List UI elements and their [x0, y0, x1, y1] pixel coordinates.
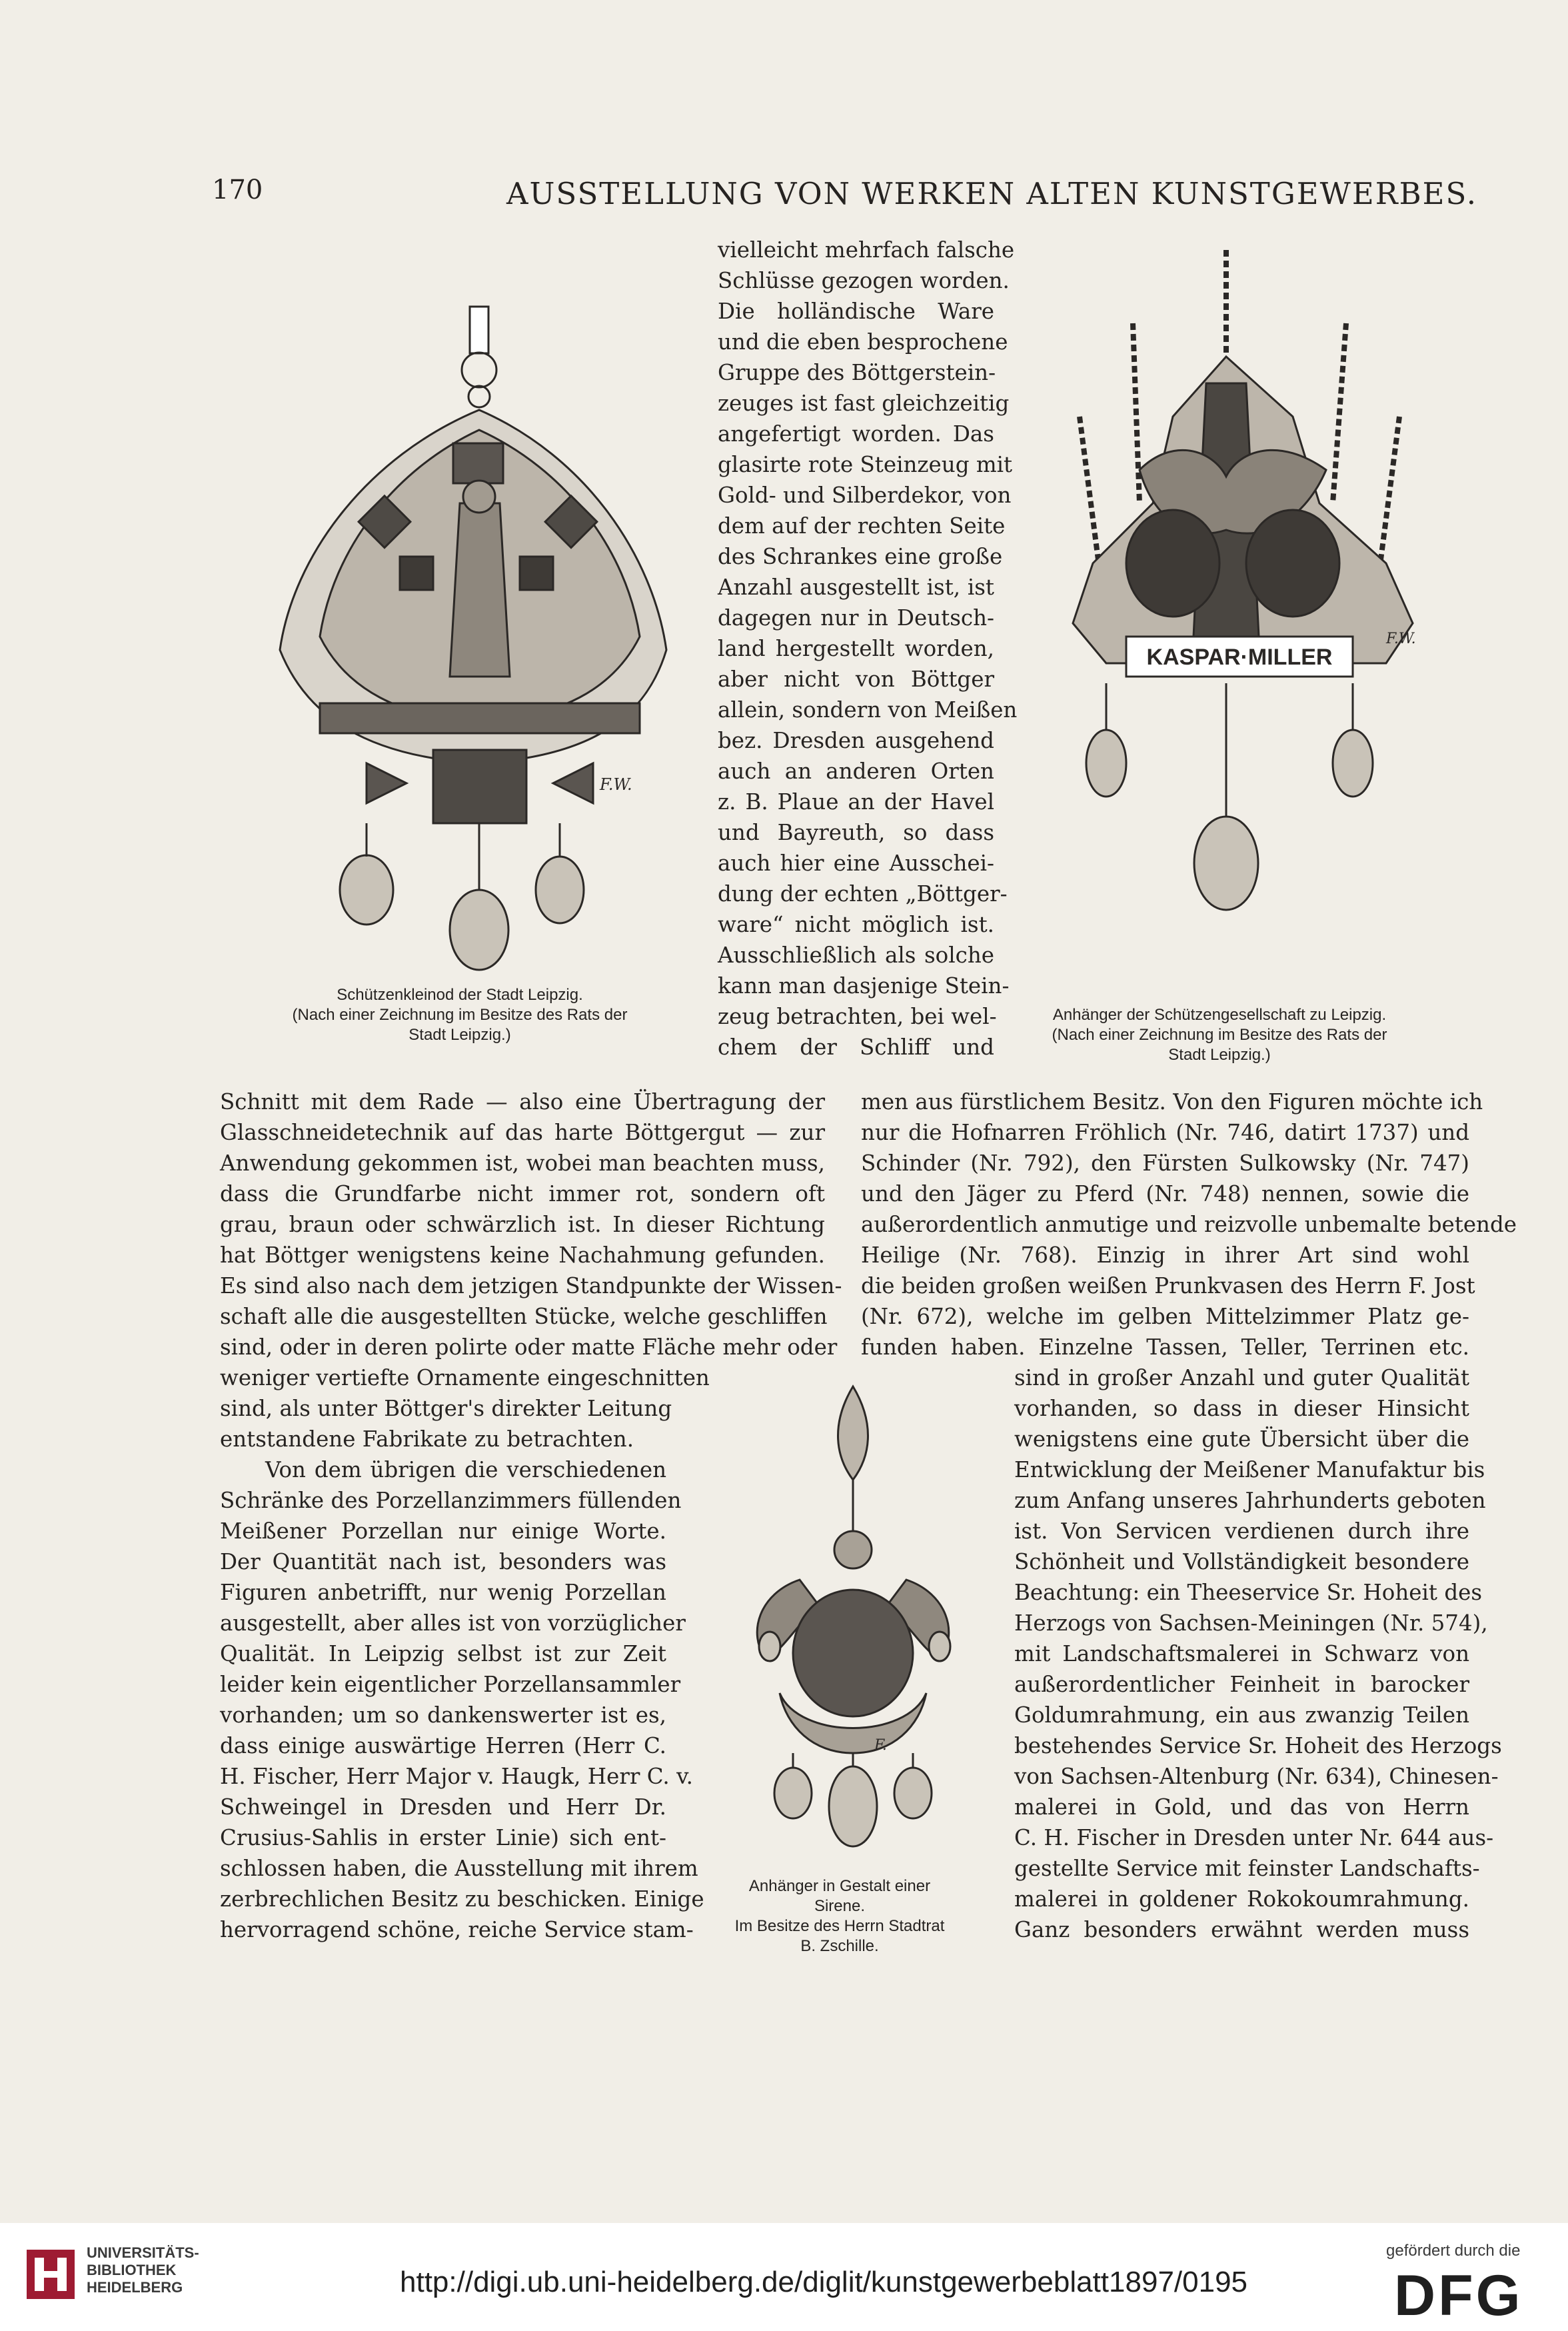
text-line: Von dem übrigen die verschiedenen — [265, 1457, 666, 1482]
text-line: schlossen haben, die Ausstellung mit ihrem — [220, 1856, 698, 1881]
text-line: Ganz besonders erwähnt werden muss — [1014, 1917, 1469, 1942]
text-line: Crusius-Sahlis in erster Linie) sich ent- — [220, 1825, 666, 1850]
running-head: AUSSTELLUNG VON WERKEN ALTEN KUNSTGEWERBES. — [506, 176, 1478, 211]
text-line: Meißener Porzellan nur einige Worte. — [220, 1518, 666, 1544]
text-line: gestellte Service mit feinster Landschafts- — [1014, 1856, 1480, 1881]
text-line: dagegen nur in Deutsch- — [718, 605, 994, 631]
text-line: Schnitt mit dem Rade — also eine Übertragung der — [220, 1089, 825, 1115]
text-line: zeug betrachten, bei wel- — [718, 1004, 997, 1029]
text-line: Gold- und Silberdekor, von — [718, 483, 1012, 508]
text-line: die beiden großen weißen Prunkvasen des Herrn F. Jost — [861, 1273, 1475, 1298]
text-line: sind in großer Anzahl und guter Qualität — [1014, 1365, 1469, 1390]
text-line: Schweingel in Dresden und Herr Dr. — [220, 1794, 666, 1820]
text-line: leider kein eigentlicher Porzellansammler — [220, 1672, 681, 1697]
illustration-anhaenger-schuetzengesellschaft — [1040, 250, 1439, 997]
text-line: C. H. Fischer in Dresden unter Nr. 644 aus- — [1014, 1825, 1494, 1850]
text-line: Schlüsse gezogen worden. — [718, 268, 1010, 293]
library-name — [87, 2244, 199, 2296]
text-line: Der Quantität nach ist, besonders was — [220, 1549, 666, 1574]
caption-left — [247, 985, 673, 1045]
left-monogram: F.W. — [600, 775, 632, 794]
text-line: wenigstens eine gute Übersicht über die — [1014, 1426, 1469, 1452]
illustration-schuetzenkleinod — [267, 303, 673, 977]
text-column-left-full — [220, 1087, 842, 1362]
illustration-sirene-pendant — [720, 1380, 1000, 1873]
funded-by-label: gefördert durch die — [1386, 2242, 1521, 2260]
caption-middle-note-end: B. Zschille. — [800, 1937, 879, 1955]
text-line: Goldumrahmung, ein aus zwanzig Teilen — [1014, 1702, 1469, 1728]
text-line: hat Böttger wenigstens keine Nachahmung gefunden. — [220, 1242, 825, 1268]
text-line: allein, sondern von Meißen — [718, 697, 1018, 723]
text-line: auch an anderen Orten — [718, 759, 994, 784]
text-line: zeuges ist fast gleichzeitig — [718, 391, 1010, 416]
text-line: bez. Dresden ausgehend — [718, 728, 994, 753]
caption-right-title: Anhänger der Schützengesellschaft zu Leipzig. — [1052, 1006, 1387, 1024]
text-line: sind, als unter Böttger's direkter Leitung — [220, 1396, 672, 1421]
caption-right-note-end: Stadt Leipzig.) — [1168, 1046, 1271, 1064]
text-line: des Schrankes eine große — [718, 544, 1003, 569]
text-line: ausgestellt, aber alles ist von vorzüglicher — [220, 1610, 686, 1636]
text-line: Die holländische Ware — [718, 299, 994, 324]
text-line: funden haben. Einzelne Tassen, Teller, Terrinen etc. — [861, 1334, 1469, 1360]
text-line: Entwicklung der Meißener Manufaktur bis — [1014, 1457, 1485, 1482]
text-line: (Nr. 672), welche im gelben Mittelzimmer Platz ge- — [861, 1304, 1469, 1329]
text-line: schaft alle die ausgestellten Stücke, welche geschliffen — [220, 1304, 828, 1329]
text-line: kann man dasjenige Stein- — [718, 973, 1010, 999]
text-line: malerei in goldener Rokokoumrahmung. — [1014, 1886, 1469, 1912]
text-line: bestehendes Service Sr. Hoheit des Herzogs — [1014, 1733, 1502, 1758]
text-line: ware“ nicht möglich ist. — [718, 912, 994, 937]
text-line: Schönheit und Vollständigkeit besondere — [1014, 1549, 1469, 1574]
text-line: glasirte rote Steinzeug mit — [718, 452, 1013, 477]
caption-left-note: (Nach einer Zeichnung im Besitze des Rats der — [292, 1006, 628, 1024]
text-line: sind, oder in deren polirte oder matte Fläche mehr oder — [220, 1334, 838, 1360]
text-line: mit Landschaftsmalerei in Schwarz von — [1014, 1641, 1469, 1666]
text-line: grau, braun oder schwärzlich ist. In dieser Richtung — [220, 1212, 825, 1237]
text-line: chem der Schliff und — [718, 1035, 994, 1060]
text-column-middle-top — [718, 235, 1018, 1063]
text-line: dass die Grundfarbe nicht immer rot, sondern oft — [220, 1181, 825, 1206]
caption-right-note: (Nach einer Zeichnung im Besitze des Rats der — [1052, 1026, 1387, 1044]
text-line: Schränke des Porzellanzimmers füllenden — [220, 1488, 682, 1513]
caption-middle-title-end: Sirene. — [814, 1897, 866, 1915]
text-line: dass einige auswärtige Herren (Herr C. — [220, 1733, 666, 1758]
library-name-line: BIBLIOTHEK — [87, 2262, 177, 2278]
text-line: Anzahl ausgestellt ist, ist — [718, 575, 994, 600]
text-column-right-full — [861, 1087, 1517, 1362]
text-line: außerordentlicher Feinheit in barocker — [1014, 1672, 1469, 1697]
text-line: außerordentlich anmutige und reizvolle unbemalte betende — [861, 1212, 1517, 1237]
text-line: Heilige (Nr. 768). Einzig in ihrer Art sind wohl — [861, 1242, 1469, 1268]
text-line: hervorragend schöne, reiche Service stam- — [220, 1917, 694, 1942]
text-line: und Bayreuth, so dass — [718, 820, 994, 845]
text-line: men aus fürstlichem Besitz. Von den Figuren möchte ich — [861, 1089, 1483, 1115]
library-name-line: UNIVERSITÄTS- — [87, 2244, 199, 2261]
text-line: und die eben besprochene — [718, 329, 1008, 355]
text-line: Beachtung: ein Theeservice Sr. Hoheit des — [1014, 1580, 1483, 1605]
text-line: dung der echten „Böttger- — [718, 881, 1008, 907]
text-line: Figuren anbetrifft, nur wenig Porzellan — [220, 1580, 666, 1605]
text-line: von Sachsen-Altenburg (Nr. 634), Chinesen- — [1014, 1764, 1499, 1789]
text-line: nur die Hofnarren Fröhlich (Nr. 746, datirt 1737) und — [861, 1120, 1469, 1145]
middle-monogram: F. — [874, 1737, 887, 1754]
text-line: Herzogs von Sachsen-Meiningen (Nr. 574), — [1014, 1610, 1488, 1636]
page-number: 170 — [212, 175, 263, 205]
text-line: ist. Von Servicen verdienen durch ihre — [1014, 1518, 1469, 1544]
caption-left-note-end: Stadt Leipzig.) — [408, 1026, 511, 1044]
text-line: z. B. Plaue an der Havel — [718, 789, 994, 815]
text-line: Anwendung gekommen ist, wobei man beachten muss, — [220, 1151, 825, 1176]
right-pendant-inscription: KASPAR·MILLER — [1146, 645, 1333, 670]
caption-right — [1000, 1005, 1439, 1065]
caption-middle-note: Im Besitze des Herrn Stadtrat — [734, 1917, 945, 1935]
dfg-logo: DFG — [1394, 2264, 1523, 2328]
text-line: angefertigt worden. Das — [718, 421, 994, 447]
text-line: Ausschließlich als solche — [718, 943, 994, 968]
library-name-line: HEIDELBERG — [87, 2279, 183, 2296]
text-column-right-narrow — [1014, 1362, 1502, 1945]
library-logo-icon — [24, 2244, 77, 2304]
text-line: weniger vertiefte Ornamente eingeschnitten — [220, 1365, 710, 1390]
text-line: malerei in Gold, und das von Herrn — [1014, 1794, 1469, 1820]
text-line: land hergestellt worden, — [718, 636, 994, 661]
caption-left-title: Schützenkleinod der Stadt Leipzig. — [337, 986, 583, 1004]
caption-middle — [700, 1876, 980, 1956]
text-line: vielleicht mehrfach falsche — [718, 237, 1015, 263]
text-line: zerbrechlichen Besitz zu beschicken. Einige — [220, 1886, 704, 1912]
caption-middle-title: Anhänger in Gestalt einer — [748, 1877, 931, 1895]
text-line: entstandene Fabrikate zu betrachten. — [220, 1426, 634, 1452]
text-line: Glasschneidetechnik auf das harte Böttgergut — zur — [220, 1120, 825, 1145]
text-column-left-narrow — [220, 1362, 710, 1945]
text-line: Schinder (Nr. 792), den Fürsten Sulkowsky (Nr. 747) — [861, 1151, 1469, 1176]
text-line: aber nicht von Böttger — [718, 667, 994, 692]
source-url-link[interactable]: http://digi.ub.uni-heidelberg.de/diglit/kunstgewerbeblatt1897/0195 — [400, 2266, 1248, 2298]
right-monogram: F.W. — [1386, 631, 1416, 647]
text-line: H. Fischer, Herr Major v. Haugk, Herr C. v. — [220, 1764, 693, 1789]
text-line: und den Jäger zu Pferd (Nr. 748) nennen, sowie die — [861, 1181, 1469, 1206]
text-line: dem auf der rechten Seite — [718, 513, 1006, 539]
text-line: vorhanden, so dass in dieser Hinsicht — [1014, 1396, 1469, 1421]
text-line: Gruppe des Böttgerstein- — [718, 360, 996, 385]
text-line: auch hier eine Ausschei- — [718, 851, 994, 876]
text-line: Es sind also nach dem jetzigen Standpunkte der Wissen- — [220, 1273, 842, 1298]
footer-bar — [0, 2223, 1568, 2331]
text-line: zum Anfang unseres Jahrhunderts geboten — [1014, 1488, 1486, 1513]
text-line: vorhanden; um so dankenswerter ist es, — [220, 1702, 666, 1728]
text-line: Qualität. In Leipzig selbst ist zur Zeit — [220, 1641, 666, 1666]
